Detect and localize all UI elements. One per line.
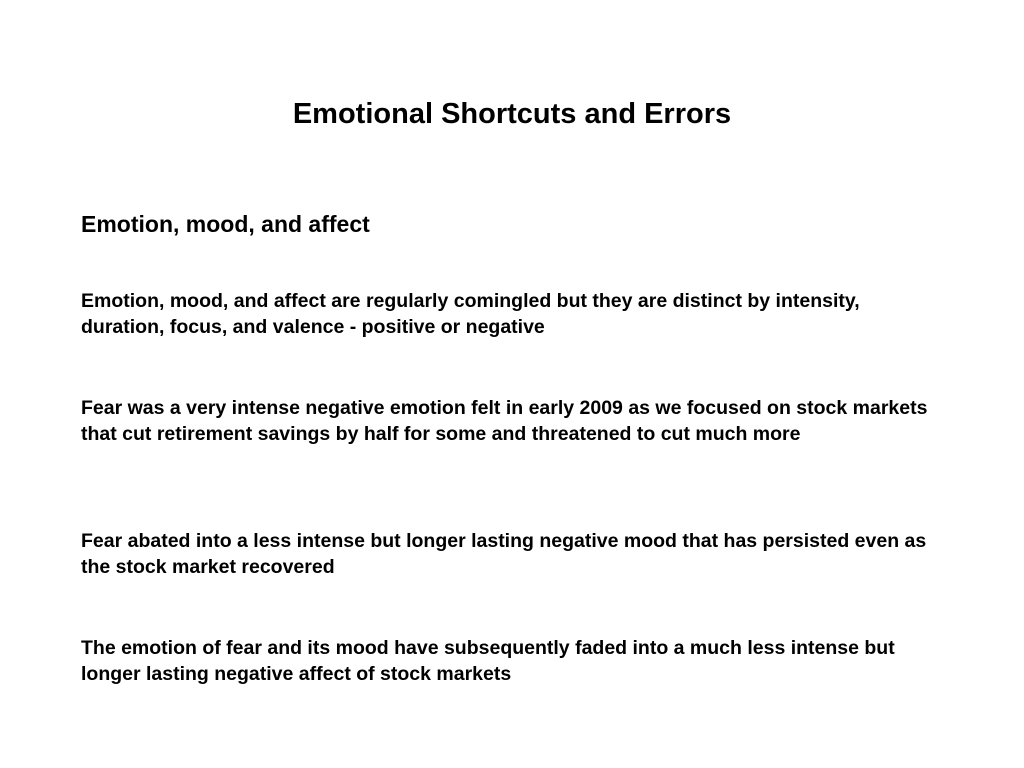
slide-title: Emotional Shortcuts and Errors <box>292 98 732 130</box>
body-paragraph: Emotion, mood, and affect are regularly comingled but they are distinct by intensity, duration, focus, and valence - positive or negative <box>81 290 860 338</box>
body-paragraph: Fear was a very intense negative emotion felt in early 2009 as we focused on stock markets that cut retirement savings by half for some and threatened to cut much more <box>81 397 928 445</box>
slide-subheading: Emotion, mood, and affect <box>81 211 370 237</box>
body-paragraph: Fear abated into a less intense but longer lasting negative mood that has persisted even as the stock market recovered <box>81 530 927 578</box>
body-paragraph: The emotion of fear and its mood have subsequently faded into a much less intense but longer lasting negative affect of stock markets <box>81 637 895 685</box>
